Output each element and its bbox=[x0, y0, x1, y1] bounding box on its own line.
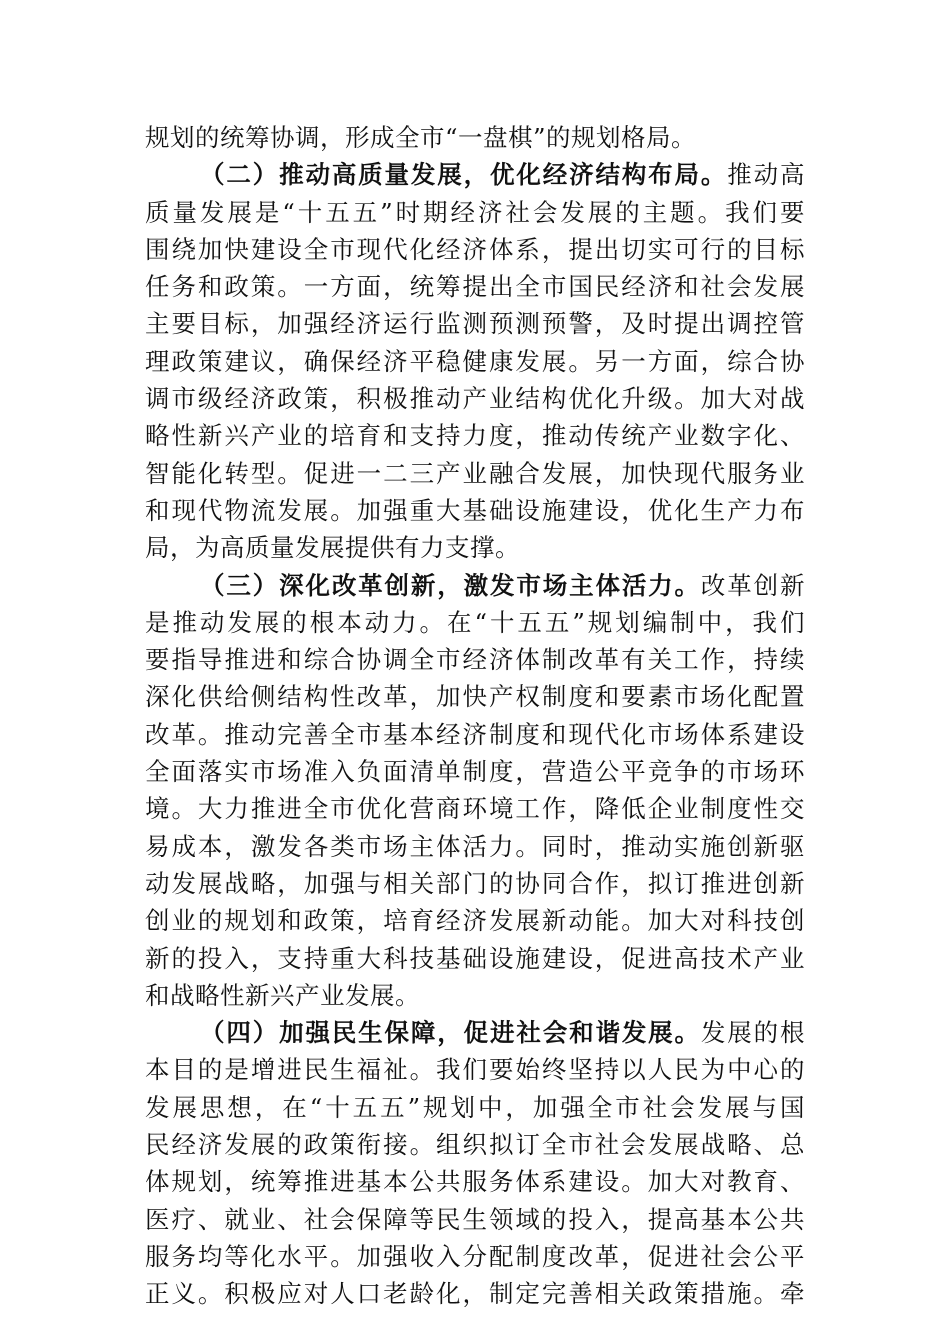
paragraph-line bbox=[145, 678, 805, 715]
paragraph-line bbox=[145, 343, 805, 380]
paragraph-line bbox=[145, 231, 805, 268]
line-text: 全面落实市场准入负面清单制度，营造公平竞争的市场环 bbox=[145, 757, 805, 787]
line-text: 和现代物流发展。加强重大基础设施建设，优化生产力布 bbox=[145, 495, 805, 525]
paragraph-line bbox=[145, 790, 805, 827]
line-text: 易成本，激发各类市场主体活力。同时，推动实施创新驱 bbox=[145, 831, 805, 861]
line-text: 推动高 bbox=[727, 160, 806, 190]
line-text: 要指导推进和综合协调全市经济体制改革有关工作，持续 bbox=[145, 645, 805, 675]
paragraph-line bbox=[145, 1238, 805, 1275]
paragraph-line bbox=[145, 828, 805, 865]
paragraph-line bbox=[145, 1163, 805, 1200]
line-text: 体规划，统筹推进基本公共服务体系建设。加大对教育、 bbox=[145, 1167, 805, 1197]
paragraph-line bbox=[145, 417, 805, 454]
line-text: 创业的规划和政策，培育经济发展新动能。加大对科技创 bbox=[145, 906, 805, 936]
document-body bbox=[145, 119, 805, 1313]
line-text: 和战略性新兴产业发展。 bbox=[145, 980, 420, 1010]
section-heading-line bbox=[145, 156, 805, 193]
line-text: 局，为高质量发展提供有力支撑。 bbox=[145, 533, 520, 563]
paragraph-line bbox=[145, 977, 805, 1014]
paragraph-line bbox=[145, 119, 805, 156]
line-text: 改革。推动完善全市基本经济制度和现代化市场体系建设 bbox=[145, 719, 805, 749]
paragraph-line bbox=[145, 1089, 805, 1126]
section-heading-line bbox=[145, 1014, 805, 1051]
line-text: 民经济发展的政策衔接。组织拟订全市社会发展战略、总 bbox=[145, 1130, 805, 1160]
paragraph-line bbox=[145, 1201, 805, 1238]
line-text: 规划的统筹协调，形成全市“一盘棋”的规划格局。 bbox=[145, 123, 697, 152]
section-heading: （四）加强民生保障，促进社会和谐发展。 bbox=[200, 1018, 701, 1048]
paragraph-line bbox=[145, 305, 805, 342]
paragraph-line bbox=[145, 194, 805, 231]
line-text: 智能化转型。促进一二三产业融合发展，加快现代服务业 bbox=[145, 458, 805, 488]
paragraph-line bbox=[145, 1275, 805, 1312]
paragraph-line bbox=[145, 641, 805, 678]
paragraph-line bbox=[145, 716, 805, 753]
line-text: 任务和政策。一方面，统筹提出全市国民经济和社会发展 bbox=[145, 272, 805, 302]
paragraph-line bbox=[145, 380, 805, 417]
line-text: 正义。积极应对人口老龄化，制定完善相关政策措施。牵 bbox=[145, 1279, 805, 1309]
paragraph-line bbox=[145, 865, 805, 902]
paragraph-line bbox=[145, 1126, 805, 1163]
line-text: 医疗、就业、社会保障等民生领域的投入，提高基本公共 bbox=[145, 1204, 805, 1234]
section-heading-line bbox=[145, 567, 805, 604]
line-text: 改革创新 bbox=[700, 570, 806, 600]
paragraph-line bbox=[145, 753, 805, 790]
paragraph-line bbox=[145, 529, 805, 566]
line-text: 主要目标，加强经济运行监测预测预警，及时提出调控管 bbox=[145, 309, 805, 339]
line-text: 围绕加快建设全市现代化经济体系，提出切实可行的目标 bbox=[145, 234, 805, 264]
line-text: 本目的是增进民生福祉。我们要始终坚持以人民为中心的 bbox=[145, 1055, 805, 1085]
paragraph-line bbox=[145, 1051, 805, 1088]
line-text: 略性新兴产业的培育和支持力度，推动传统产业数字化、 bbox=[145, 421, 805, 451]
paragraph-line bbox=[145, 492, 805, 529]
line-text: 理政策建议，确保经济平稳健康发展。另一方面，综合协 bbox=[145, 346, 805, 376]
section-heading: （三）深化改革创新，激发市场主体活力。 bbox=[200, 570, 701, 600]
line-text: 境。大力推进全市优化营商环境工作，降低企业制度性交 bbox=[145, 794, 805, 824]
line-text: 质量发展是“十五五”时期经济社会发展的主题。我们要 bbox=[145, 197, 805, 227]
line-text: 服务均等化水平。加强收入分配制度改革，促进社会公平 bbox=[145, 1241, 805, 1271]
line-text: 发展思想，在“十五五”规划中，加强全市社会发展与国 bbox=[145, 1092, 805, 1122]
section-heading: （二）推动高质量发展，优化经济结构布局。 bbox=[200, 160, 728, 190]
line-text: 深化供给侧结构性改革，加快产权制度和要素市场化配置 bbox=[145, 682, 805, 712]
line-text: 调市级经济政策，积极推动产业结构优化升级。加大对战 bbox=[145, 384, 805, 414]
paragraph-line bbox=[145, 940, 805, 977]
line-text: 新的投入，支持重大科技基础设施建设，促进高技术产业 bbox=[145, 943, 805, 973]
paragraph-line bbox=[145, 604, 805, 641]
line-text: 动发展战略，加强与相关部门的协同合作，拟订推进创新 bbox=[145, 868, 805, 898]
line-text: 发展的根 bbox=[700, 1018, 806, 1048]
line-text: 是推动发展的根本动力。在“十五五”规划编制中，我们 bbox=[145, 607, 805, 637]
paragraph-line bbox=[145, 902, 805, 939]
paragraph-line bbox=[145, 455, 805, 492]
paragraph-line bbox=[145, 268, 805, 305]
